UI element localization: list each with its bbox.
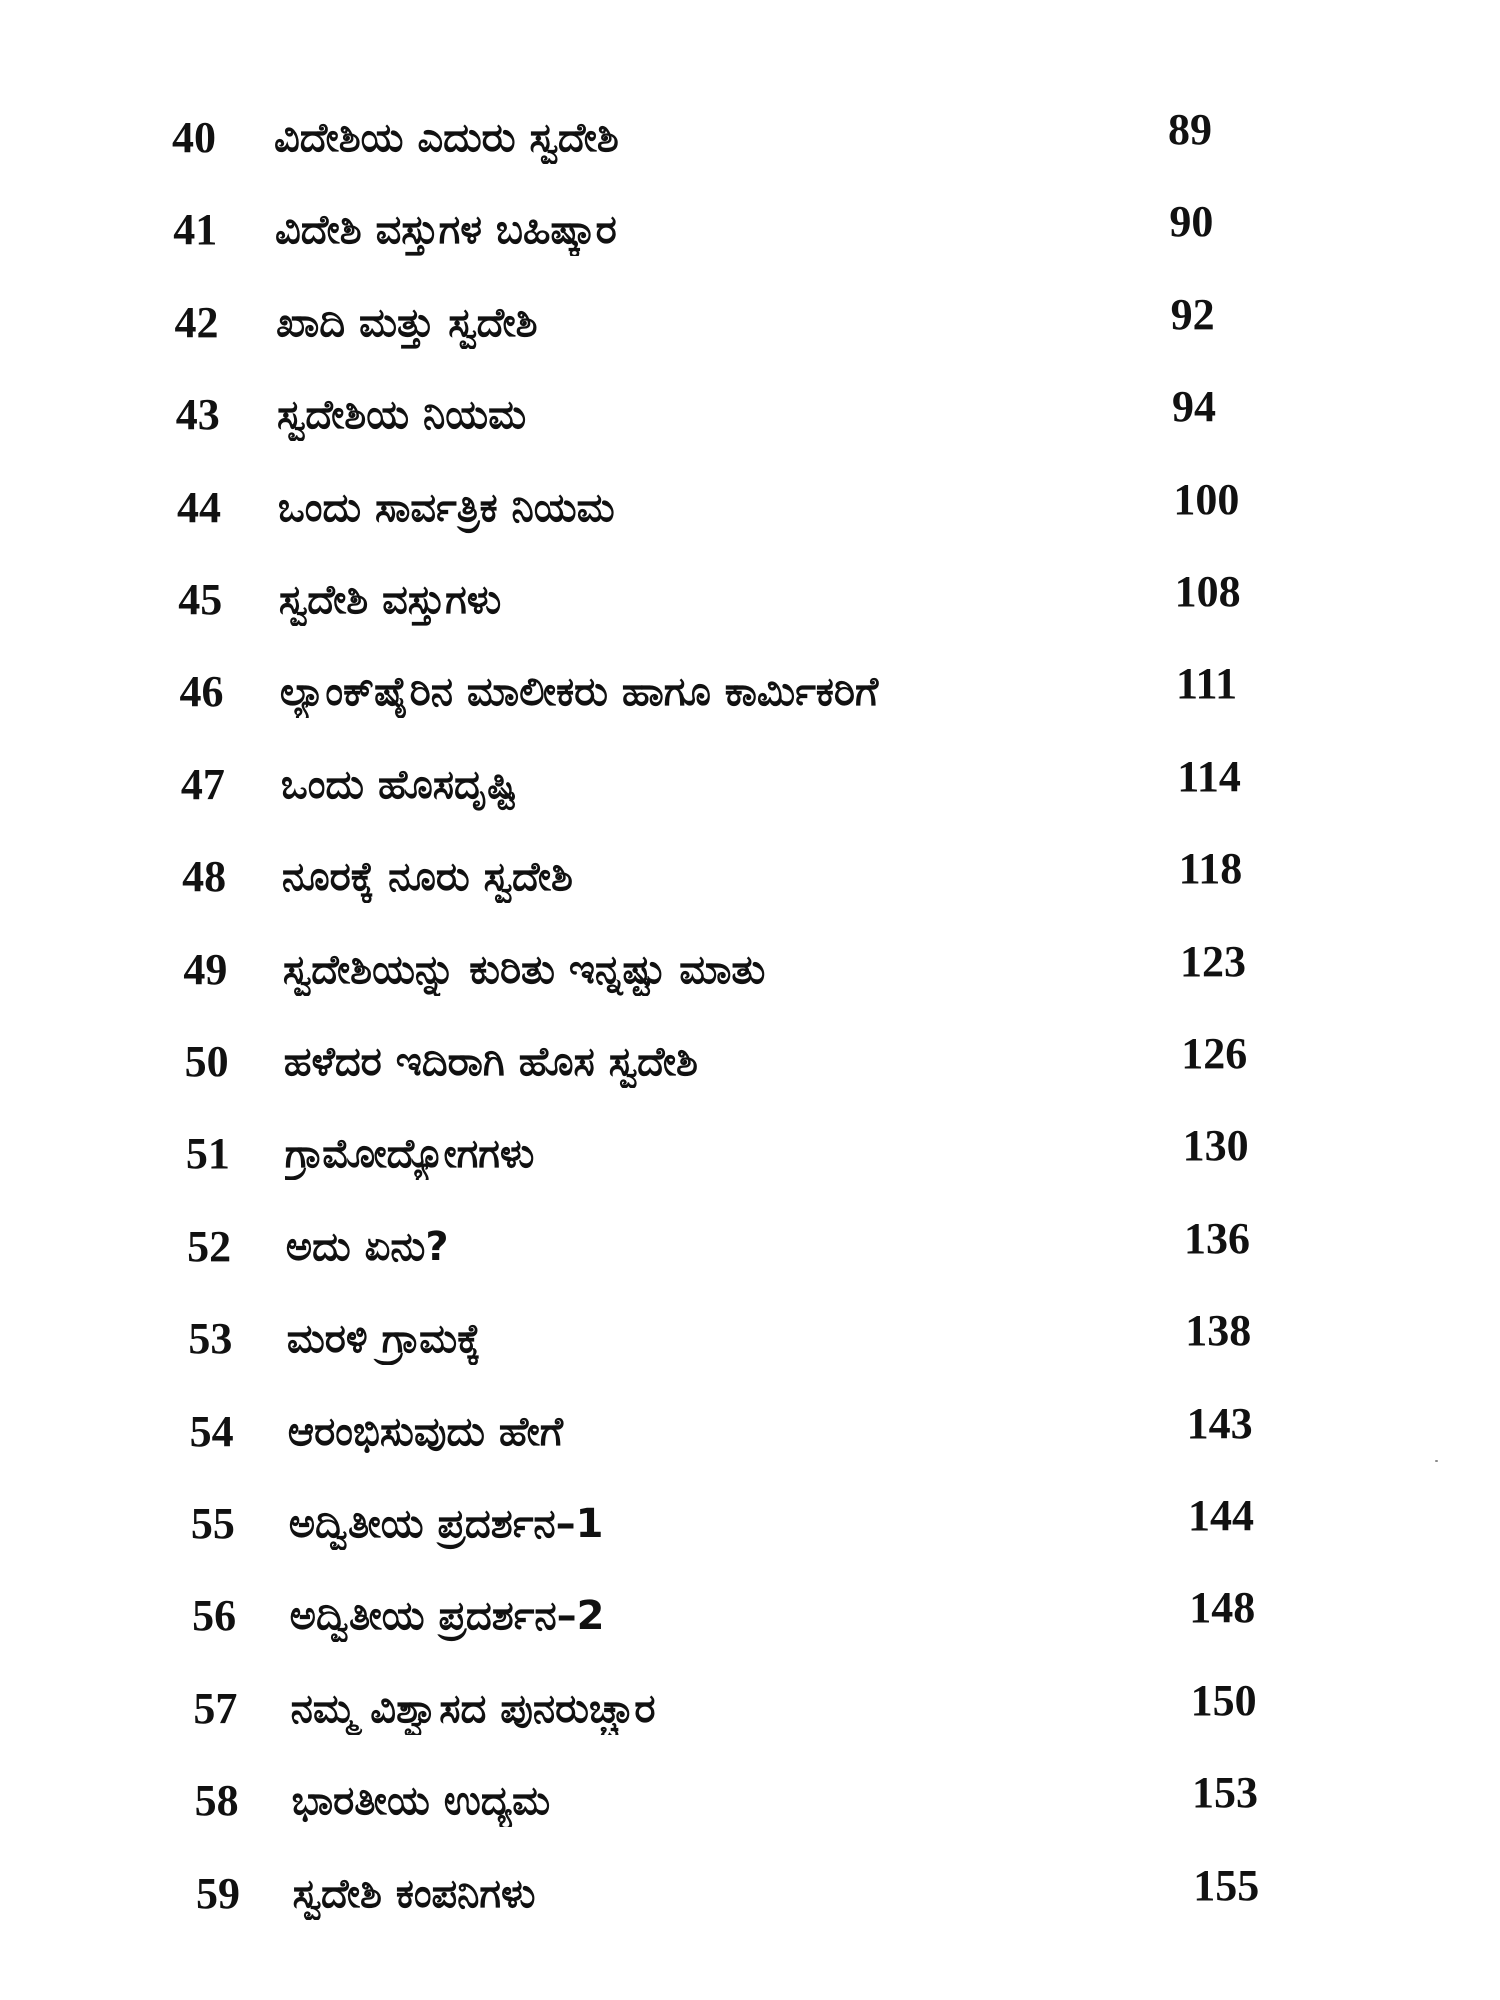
chapter-number: 53: [188, 1314, 233, 1364]
toc-entry-49: [0, 930, 1500, 1010]
toc-entry-58: [0, 1761, 1500, 1841]
page-number: 94: [1171, 382, 1216, 432]
chapter-title: ಅದು ಏನು?: [285, 1223, 449, 1270]
page-number: 143: [1186, 1398, 1253, 1448]
chapter-title: ಗ್ರಾಮೋದ್ಯೋಗಗಳು: [284, 1131, 535, 1178]
chapter-number: 56: [192, 1591, 237, 1641]
page-number: 138: [1185, 1306, 1252, 1356]
page-number: 126: [1181, 1029, 1248, 1078]
page-number: 111: [1175, 659, 1238, 709]
chapter-number: 45: [178, 575, 223, 624]
chapter-number: 51: [185, 1129, 230, 1179]
toc-entry-51: [0, 1114, 1500, 1194]
chapter-title: ಲ್ಯಾಂಕ್‌ಷೈರಿನ ಮಾಲೀಕರು ಹಾಗೂ ಕಾರ್ಮಿಕರಿಗೆ: [279, 669, 879, 716]
page-number: 118: [1178, 844, 1243, 894]
chapter-title: ಖಾದಿ ಮತ್ತು ಸ್ವದೇಶಿ: [275, 299, 538, 346]
chapter-number: 44: [177, 482, 222, 532]
chapter-number: 57: [193, 1683, 238, 1733]
chapter-number: 54: [189, 1406, 234, 1456]
toc-entry-45: [0, 560, 1500, 640]
chapter-number: 46: [179, 667, 224, 717]
page-number: 114: [1177, 751, 1241, 801]
toc-entry-57: [0, 1669, 1500, 1749]
toc-entry-59: [0, 1854, 1500, 1934]
toc-entry-55: [0, 1484, 1500, 1564]
chapter-number: 41: [173, 205, 218, 255]
toc-entry-46: [0, 652, 1500, 732]
toc-entry-44: [0, 468, 1500, 548]
chapter-number: 43: [175, 390, 220, 440]
toc-entry-41: [0, 190, 1500, 270]
chapter-number: 58: [194, 1776, 239, 1826]
page-number: 123: [1179, 936, 1246, 986]
page-number: 89: [1168, 105, 1212, 154]
page-number: 90: [1169, 197, 1214, 247]
page-number: 108: [1174, 567, 1241, 616]
toc-entry-56: [0, 1576, 1500, 1656]
toc-entry-53: [0, 1299, 1500, 1379]
toc-entry-47: [0, 745, 1500, 825]
chapter-title: ಸ್ವದೇಶಿಯನ್ನು ಕುರಿತು ಇನ್ನಷ್ಟು ಮಾತು: [282, 946, 766, 993]
chapter-title: ನಮ್ಮ ವಿಶ್ವಾಸದ ಪುನರುಚ್ಚಾರ: [290, 1685, 656, 1732]
chapter-number: 47: [180, 759, 225, 809]
chapter-title: ಒಂದು ಸಾರ್ವತ್ರಿಕ ನಿಯಮ: [277, 484, 615, 531]
chapter-number: 52: [187, 1221, 232, 1271]
chapter-number: 49: [183, 944, 228, 994]
chapter-title: ನೂರಕ್ಕೆ ನೂರು ಸ್ವದೇಶಿ: [281, 854, 573, 901]
chapter-title: ಸ್ವದೇಶಿ ವಸ್ತುಗಳು: [278, 577, 502, 623]
chapter-title: ವಿದೇಶಿ ವಸ್ತುಗಳ ಬಹಿಷ್ಕಾರ: [274, 207, 617, 254]
chapter-title: ವಿದೇಶಿಯ ಎದುರು ಸ್ವದೇಶಿ: [274, 115, 619, 161]
toc-entry-42: [0, 283, 1500, 363]
page-number: 136: [1183, 1213, 1250, 1263]
toc-entry-48: [0, 837, 1500, 917]
chapter-title: ಅದ್ವಿತೀಯ ಪ್ರದರ್ಶನ–2: [289, 1593, 605, 1640]
page-number: 153: [1191, 1768, 1258, 1818]
chapter-title: ಸ್ವದೇಶಿಯ ನಿಯಮ: [276, 392, 527, 439]
chapter-number: 59: [195, 1868, 240, 1918]
page-number: 155: [1193, 1860, 1260, 1910]
chapter-number: 40: [172, 113, 216, 162]
chapter-title: ಹಳೆದರ ಇದಿರಾಗಿ ಹೊಸ ಸ್ವದೇಶಿ: [283, 1039, 698, 1085]
chapter-title: ಮರಳಿ ಗ್ರಾಮಕ್ಕೆ: [286, 1316, 481, 1363]
chapter-title: ಭಾರತೀಯ ಉದ್ಯಮ: [291, 1778, 551, 1825]
chapter-title: ಅದ್ವಿತೀಯ ಪ್ರದರ್ಶನ–1: [288, 1501, 604, 1547]
chapter-number: 50: [184, 1037, 229, 1086]
page-number: 148: [1189, 1583, 1256, 1633]
chapter-number: 55: [190, 1499, 235, 1548]
page-number: 100: [1173, 474, 1240, 524]
page-number: 92: [1170, 289, 1215, 339]
paper-speck: [1435, 1460, 1438, 1462]
toc-entry-43: [0, 375, 1500, 455]
toc-entry-50: [0, 1022, 1500, 1102]
toc-entry-52: [0, 1207, 1500, 1287]
toc-entry-54: [0, 1392, 1500, 1472]
chapter-title: ಒಂದು ಹೊಸದೃಷ್ಟಿ: [280, 761, 518, 808]
page-number: 144: [1187, 1491, 1254, 1540]
chapter-number: 48: [182, 852, 227, 902]
chapter-title: ಸ್ವದೇಶಿ ಕಂಪನಿಗಳು: [292, 1870, 536, 1917]
toc-entry-40: [0, 98, 1500, 178]
chapter-title: ಆರಂಭಿಸುವುದು ಹೇಗೆ: [287, 1408, 564, 1455]
chapter-number: 42: [174, 297, 219, 347]
page-number: 130: [1182, 1121, 1249, 1171]
page-number: 150: [1190, 1675, 1257, 1725]
